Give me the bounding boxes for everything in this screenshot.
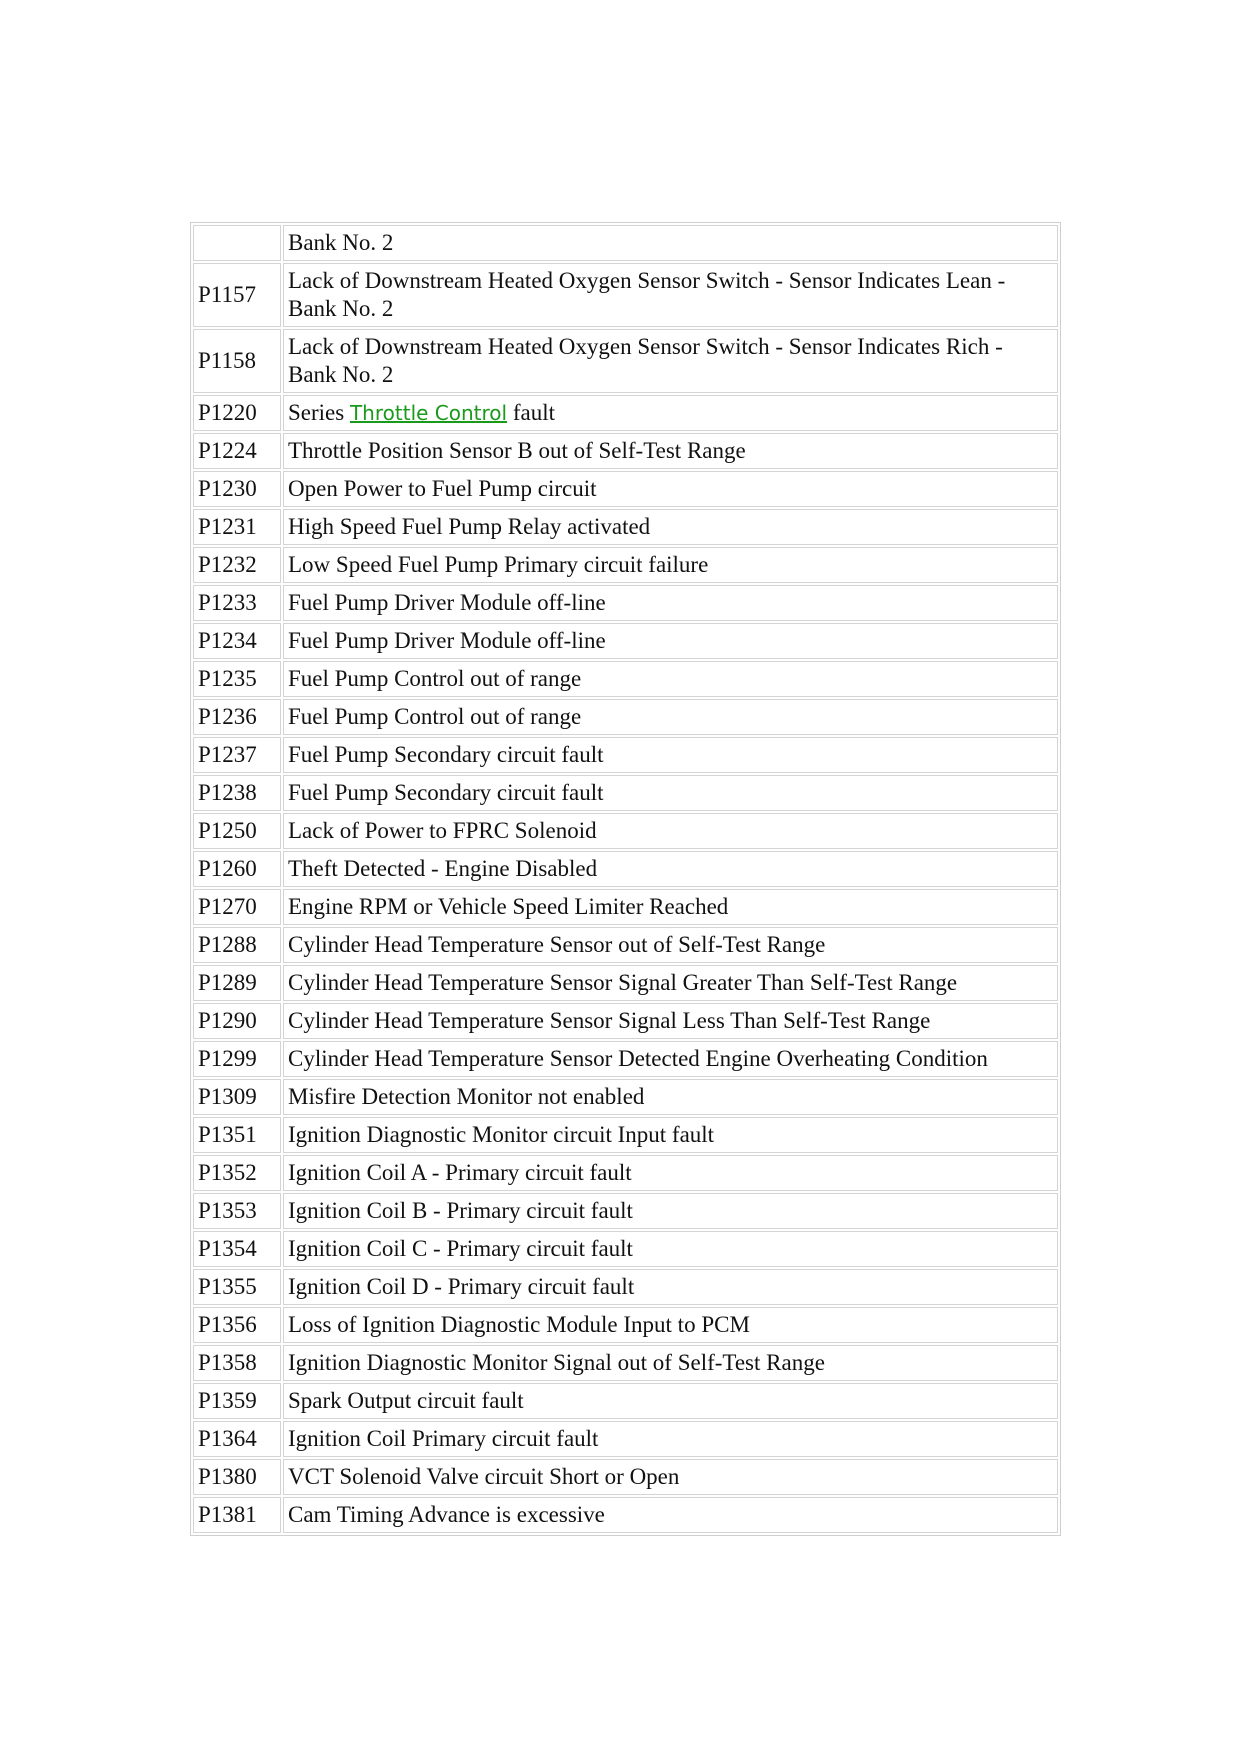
description-cell: Fuel Pump Driver Module off-line (283, 623, 1058, 659)
table-row (193, 851, 1058, 887)
code-cell: P1158 (193, 329, 281, 393)
table-row (193, 471, 1058, 507)
code-cell: P1250 (193, 813, 281, 849)
description-cell: Engine RPM or Vehicle Speed Limiter Reached (283, 889, 1058, 925)
table-row (193, 1003, 1058, 1039)
table-row (193, 1041, 1058, 1077)
description-cell (283, 395, 1058, 431)
description-cell: Lack of Power to FPRC Solenoid (283, 813, 1058, 849)
description-cell: Fuel Pump Secondary circuit fault (283, 775, 1058, 811)
code-cell: P1220 (193, 395, 281, 431)
code-cell: P1289 (193, 965, 281, 1001)
code-cell: P1232 (193, 547, 281, 583)
table-row (193, 623, 1058, 659)
code-cell: P1270 (193, 889, 281, 925)
code-cell: P1352 (193, 1155, 281, 1191)
description-cell: High Speed Fuel Pump Relay activated (283, 509, 1058, 545)
table-row (193, 547, 1058, 583)
description-cell: Misfire Detection Monitor not enabled (283, 1079, 1058, 1115)
table-row (193, 1383, 1058, 1419)
description-cell: Spark Output circuit fault (283, 1383, 1058, 1419)
code-cell: P1355 (193, 1269, 281, 1305)
description-cell: Cylinder Head Temperature Sensor Signal Greater Than Self-Test Range (283, 965, 1058, 1001)
description-cell: Lack of Downstream Heated Oxygen Sensor Switch - Sensor Indicates Rich - Bank No. 2 (283, 329, 1058, 393)
throttle-control-link[interactable]: Throttle Control (349, 401, 508, 425)
description-cell: Ignition Diagnostic Monitor circuit Input fault (283, 1117, 1058, 1153)
description-cell: VCT Solenoid Valve circuit Short or Open (283, 1459, 1058, 1495)
code-cell: P1356 (193, 1307, 281, 1343)
description-cell: Lack of Downstream Heated Oxygen Sensor Switch - Sensor Indicates Lean - Bank No. 2 (283, 263, 1058, 327)
table-row (193, 1193, 1058, 1229)
code-cell: P1381 (193, 1497, 281, 1533)
description-cell: Ignition Coil C - Primary circuit fault (283, 1231, 1058, 1267)
table-row (193, 889, 1058, 925)
description-text: Series (288, 400, 350, 425)
table-row (193, 1421, 1058, 1457)
description-cell: Theft Detected - Engine Disabled (283, 851, 1058, 887)
table-row (193, 775, 1058, 811)
table-row (193, 329, 1058, 393)
table-row (193, 1269, 1058, 1305)
table-row (193, 1231, 1058, 1267)
code-cell: P1157 (193, 263, 281, 327)
description-cell: Fuel Pump Secondary circuit fault (283, 737, 1058, 773)
table-row (193, 1079, 1058, 1115)
code-cell: P1234 (193, 623, 281, 659)
description-cell: Fuel Pump Control out of range (283, 661, 1058, 697)
code-cell: P1238 (193, 775, 281, 811)
description-text: fault (507, 400, 555, 425)
description-cell: Cylinder Head Temperature Sensor Signal Less Than Self-Test Range (283, 1003, 1058, 1039)
description-cell: Low Speed Fuel Pump Primary circuit failure (283, 547, 1058, 583)
table-row (193, 813, 1058, 849)
code-cell: P1358 (193, 1345, 281, 1381)
description-cell: Cylinder Head Temperature Sensor out of Self-Test Range (283, 927, 1058, 963)
code-cell: P1235 (193, 661, 281, 697)
code-cell: P1233 (193, 585, 281, 621)
table-row (193, 1459, 1058, 1495)
table-row (193, 1345, 1058, 1381)
table-row (193, 225, 1058, 261)
code-cell: P1290 (193, 1003, 281, 1039)
description-cell: Ignition Coil A - Primary circuit fault (283, 1155, 1058, 1191)
table-row (193, 433, 1058, 469)
code-cell: P1299 (193, 1041, 281, 1077)
code-cell: P1359 (193, 1383, 281, 1419)
code-cell: P1364 (193, 1421, 281, 1457)
table-row (193, 927, 1058, 963)
description-cell: Cam Timing Advance is excessive (283, 1497, 1058, 1533)
code-cell: P1237 (193, 737, 281, 773)
code-cell: P1230 (193, 471, 281, 507)
code-cell: P1224 (193, 433, 281, 469)
code-cell: P1309 (193, 1079, 281, 1115)
code-cell: P1351 (193, 1117, 281, 1153)
table-row (193, 263, 1058, 327)
table-row (193, 661, 1058, 697)
description-cell: Ignition Coil D - Primary circuit fault (283, 1269, 1058, 1305)
description-cell: Cylinder Head Temperature Sensor Detected Engine Overheating Condition (283, 1041, 1058, 1077)
table-row (193, 1155, 1058, 1191)
table-row (193, 1117, 1058, 1153)
description-cell: Open Power to Fuel Pump circuit (283, 471, 1058, 507)
table-row (193, 1497, 1058, 1533)
trouble-code-table (190, 222, 1061, 1536)
description-cell: Throttle Position Sensor B out of Self-Test Range (283, 433, 1058, 469)
table-row (193, 585, 1058, 621)
description-cell: Fuel Pump Driver Module off-line (283, 585, 1058, 621)
table-row (193, 395, 1058, 431)
document-page (190, 222, 1061, 1536)
code-cell: P1260 (193, 851, 281, 887)
code-cell: P1231 (193, 509, 281, 545)
table-row (193, 699, 1058, 735)
description-cell: Fuel Pump Control out of range (283, 699, 1058, 735)
code-cell (193, 225, 281, 261)
table-row (193, 509, 1058, 545)
description-cell: Ignition Coil Primary circuit fault (283, 1421, 1058, 1457)
description-cell: Loss of Ignition Diagnostic Module Input to PCM (283, 1307, 1058, 1343)
code-cell: P1380 (193, 1459, 281, 1495)
code-cell: P1354 (193, 1231, 281, 1267)
table-row (193, 737, 1058, 773)
description-cell: Ignition Coil B - Primary circuit fault (283, 1193, 1058, 1229)
description-cell: Ignition Diagnostic Monitor Signal out of Self-Test Range (283, 1345, 1058, 1381)
table-row (193, 965, 1058, 1001)
table-row (193, 1307, 1058, 1343)
code-cell: P1353 (193, 1193, 281, 1229)
code-cell: P1288 (193, 927, 281, 963)
code-cell: P1236 (193, 699, 281, 735)
description-cell: Bank No. 2 (283, 225, 1058, 261)
